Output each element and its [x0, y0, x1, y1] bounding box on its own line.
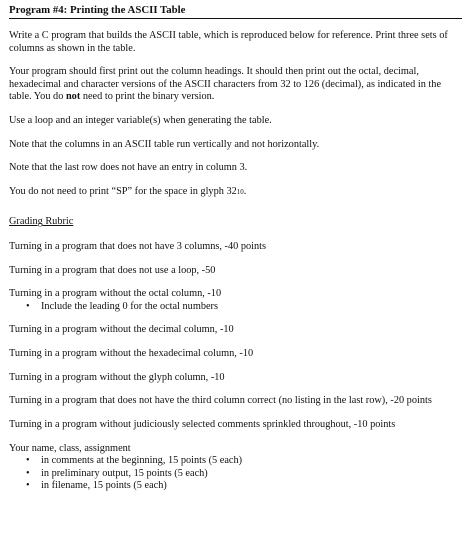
- rubric-item-8: Turning in a program without judiciously selected comments sprinkled throughout, -10 points: [9, 419, 396, 431]
- intro-paragraph-6-end: .: [243, 185, 247, 197]
- intro-paragraph-2-end: need to print the binary version.: [80, 91, 215, 103]
- rubric-item-9-list: [9, 455, 462, 493]
- rubric-item-6: Turning in a program without the glyph column, -10: [9, 371, 225, 383]
- rubric-item-5: Turning in a program without the hexadecimal column, -10: [9, 348, 254, 359]
- intro-paragraph-3: Use a loop and an integer variable(s) when generating the table.: [9, 114, 272, 126]
- page-title: Program #4: Printing the ASCII Table: [9, 4, 186, 16]
- intro-paragraph-4: Note that the columns in an ASCII table run vertically and not horizontally.: [9, 138, 320, 150]
- title-rule: [9, 18, 462, 19]
- rubric-item-4: Turning in a program without the decimal column, -10: [9, 324, 234, 336]
- rubric-item-3-bullet: • Include the leading 0 for the octal numbers: [9, 301, 462, 314]
- rubric-item-3: Turning in a program without the octal column, -10: [9, 288, 222, 300]
- intro-paragraph-1: Write a C program that builds the ASCII table, which is reproduced below for reference. Print three sets of columns as shown in the table.: [9, 30, 448, 54]
- rubric-item-9-bullet: • in comments at the beginning, 15 points (5 each): [9, 455, 462, 468]
- rubric-item-9: Your name, class, assignment: [9, 442, 131, 454]
- intro-paragraph-2-bold: not: [65, 91, 81, 103]
- rubric-item-7: Turning in a program that does not have the third column correct (no listing in the last row), -20 points: [9, 395, 432, 407]
- intro-paragraph-2: [9, 66, 462, 104]
- rubric-item-1: Turning in a program that does not have 3 columns, -40 points: [9, 240, 267, 252]
- intro-paragraph-6-subscript: 10: [236, 187, 244, 196]
- intro-paragraph-6: [9, 186, 462, 199]
- intro-paragraph-5: Note that the last row does not have an entry in column 3.: [9, 162, 248, 174]
- rubric-item-3-list: [9, 301, 462, 314]
- rubric-item-2: Turning in a program that does not use a loop, -50: [9, 264, 216, 276]
- rubric-heading: Grading Rubric: [9, 216, 74, 228]
- intro-paragraph-6-main: You do not need to print “SP” for the space in glyph 32: [9, 185, 237, 197]
- intro-paragraph-2-start: Your program should first print out the column headings. It should then print out the octal, decimal, hexadecimal and character versions of the ASCII characters from 32 to 126 (decimal), as indicated in the table. You do: [9, 66, 442, 103]
- rubric-item-9-bullet: • in filename, 15 points (5 each): [9, 480, 462, 493]
- rubric-item-9-bullet: • in preliminary output, 15 points (5 each): [9, 468, 462, 481]
